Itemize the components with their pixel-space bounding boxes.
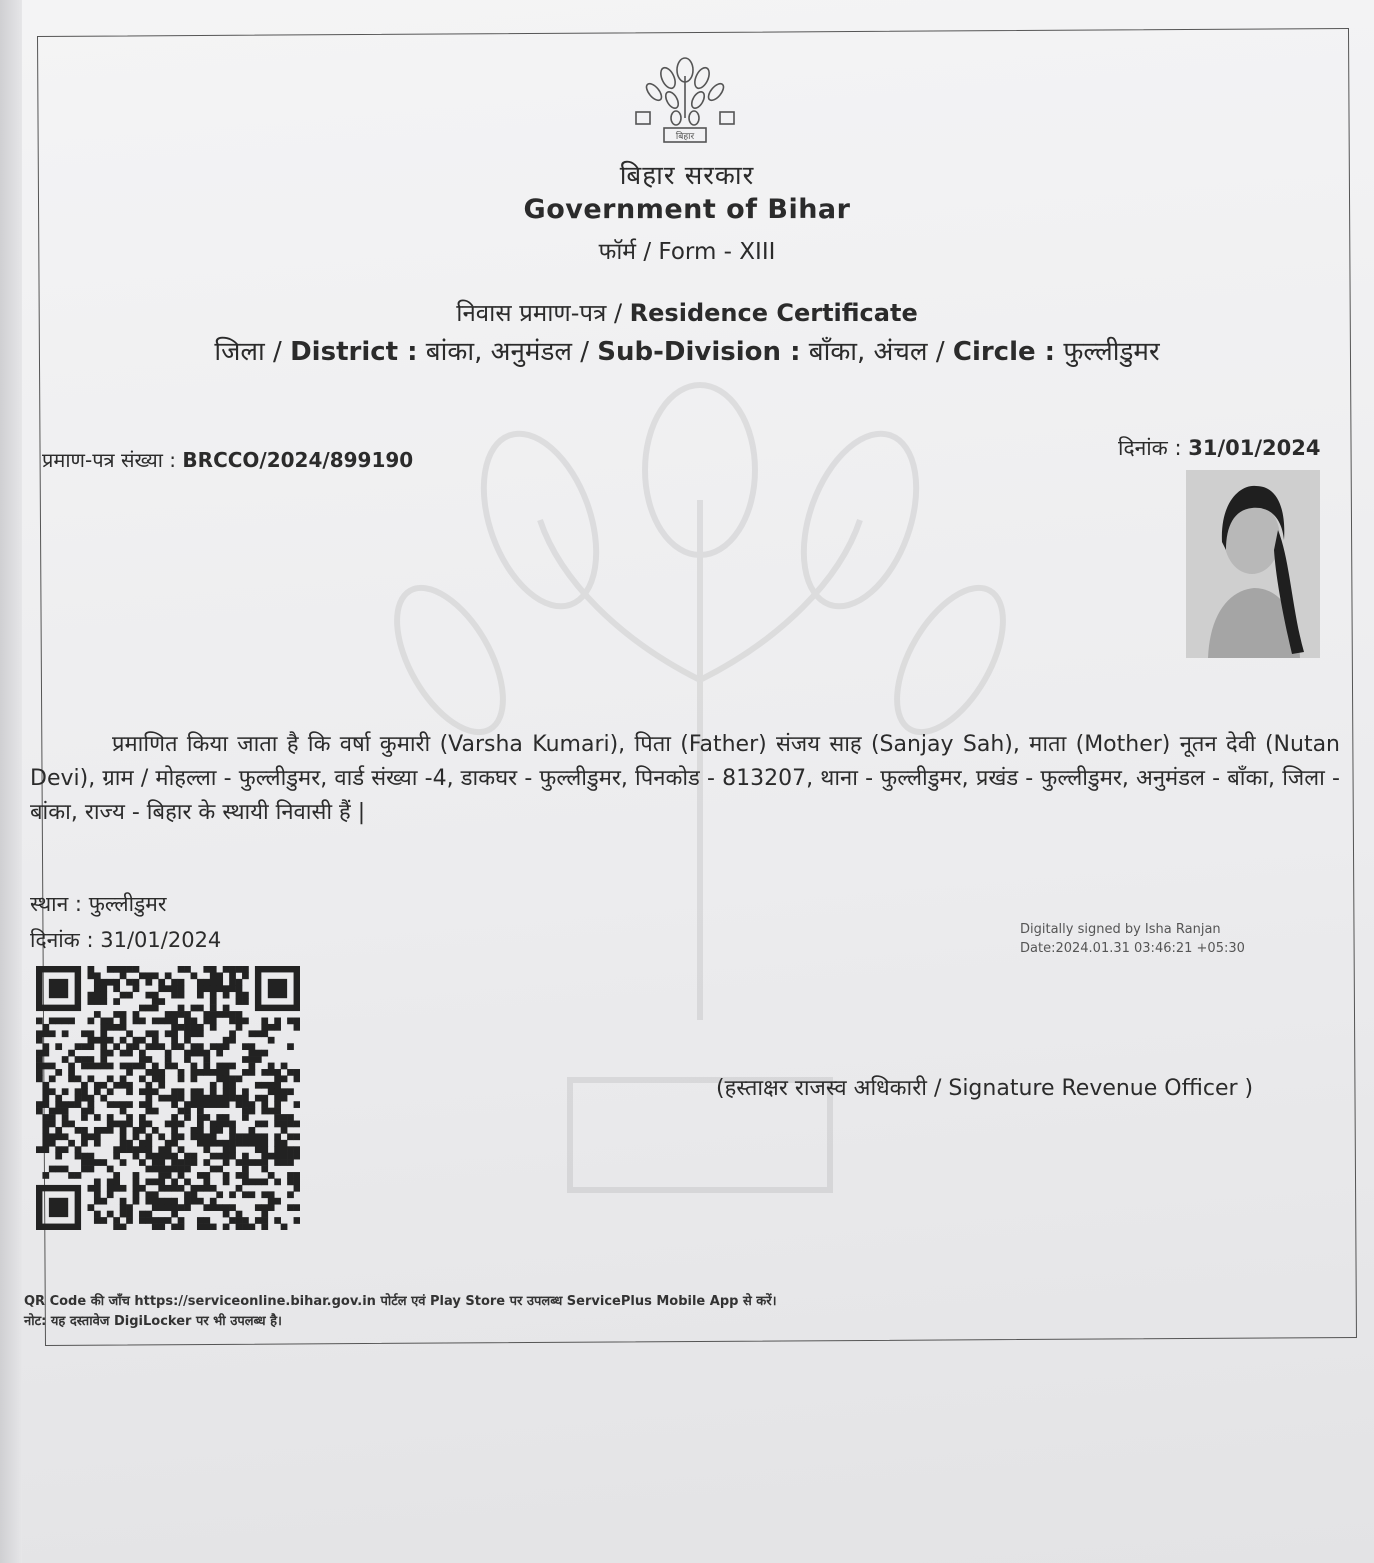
state-name-english: Government of Bihar xyxy=(523,194,851,225)
digital-signature-signer: Digitally signed by Isha Ranjan xyxy=(1020,922,1221,937)
qr-code[interactable] xyxy=(36,966,300,1230)
signature-label: (हस्ताक्षर राजस्व अधिकारी / Signature Revenue Officer ) xyxy=(716,1076,1254,1101)
certificate-title xyxy=(0,296,1374,329)
footer-note xyxy=(24,1292,777,1332)
issue-place xyxy=(30,890,166,918)
digital-signature-date: Date:2024.01.31 03:46:21 +05:30 xyxy=(1020,941,1245,956)
circle-value: फुल्लीडुमर xyxy=(1055,337,1160,367)
certificate-number xyxy=(42,446,413,473)
issue-date xyxy=(30,926,221,954)
district-label: District : xyxy=(290,337,418,367)
certificate-date xyxy=(1118,434,1320,462)
form-number: फॉर्म / Form - XIII xyxy=(598,239,776,265)
digital-signature xyxy=(1020,920,1245,958)
issue-place-value: फुल्लीडुमर xyxy=(88,892,167,916)
certificate-number-label: प्रमाण-पत्र संख्या : xyxy=(42,448,183,472)
bihar-emblem xyxy=(632,56,738,146)
certificate-date-label: दिनांक : xyxy=(1118,436,1189,460)
footer-qr-verification: QR Code की जाँच https://serviceonline.bihar.gov.in पोर्टल एवं Play Store पर उपलब्ध ServicePlus Mobile App से करें। xyxy=(24,1294,777,1309)
state-name-hindi: बिहार सरकार xyxy=(619,161,755,191)
district-label-hindi: जिला / xyxy=(214,337,291,367)
subdivision-value: बाँका, अंचल / xyxy=(800,337,953,367)
certificate-number-value: BRCCO/2024/899190 xyxy=(182,448,414,472)
issue-place-label: स्थान : xyxy=(30,892,89,916)
certificate-date-value: 31/01/2024 xyxy=(1188,436,1321,460)
emblem-caption: बिहार xyxy=(675,132,695,142)
certificate-body: प्रमाणित किया जाता है कि वर्षा कुमारी (Varsha Kumari), पिता (Father) संजय साह (Sanjay Sah), माता (Mother) नूतन देवी (Nutan Devi), ग्राम / मोहल्ला - फुल्लीडुमर, वार्ड संख्या -4, डाकघर - फुल्लीडुमर, पिनकोड - 813207, थाना - फुल्लीडुमर, प्रखंड - फुल्लीडुमर, अनुमंडल - बाँका, जिला - बांका, राज्य - बिहार के स्थायी निवासी हैं | xyxy=(30,732,1340,825)
circle-label: Circle : xyxy=(952,337,1056,367)
issue-date-label: दिनांक : xyxy=(30,928,101,952)
qr-finder-pattern xyxy=(39,1188,78,1227)
location-line xyxy=(0,332,1374,368)
bihar-emblem-watermark xyxy=(390,380,1010,1280)
issue-date-value: 31/01/2024 xyxy=(100,928,222,952)
applicant-photo xyxy=(1186,470,1320,658)
subdivision-label: Sub-Division : xyxy=(597,337,801,367)
qr-finder-pattern xyxy=(258,969,297,1008)
qr-finder-pattern xyxy=(39,969,78,1008)
district-value: बांका, अनुमंडल / xyxy=(417,337,598,367)
footer-digilocker-note: नोट: यह दस्तावेज DigiLocker पर भी उपलब्ध है। xyxy=(24,1314,282,1329)
certificate-title-hindi: निवास प्रमाण-पत्र / xyxy=(456,299,630,327)
certificate-title-english: Residence Certificate xyxy=(629,299,918,327)
